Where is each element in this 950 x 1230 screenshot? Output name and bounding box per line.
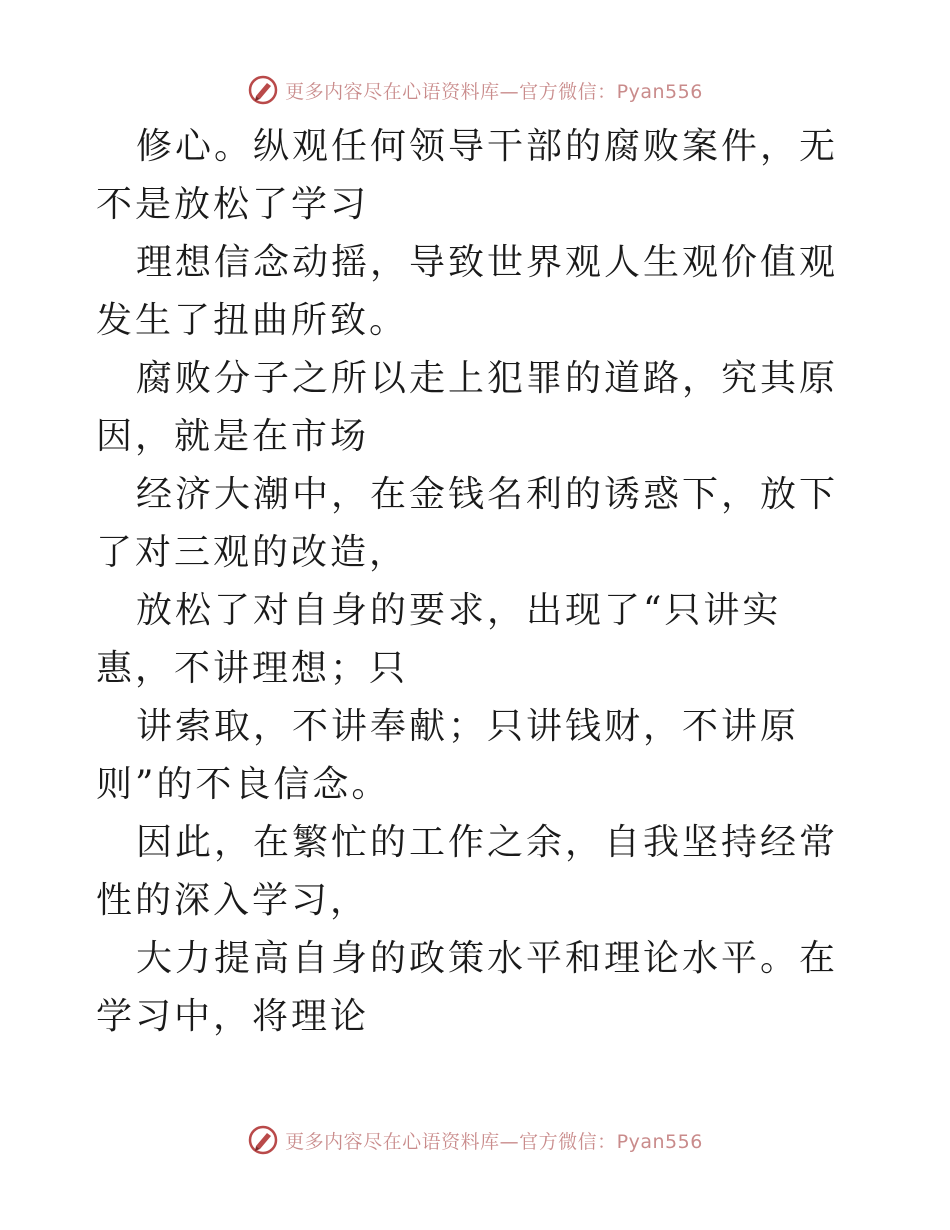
pen-logo-icon: [247, 74, 279, 106]
document-body: [96, 118, 856, 1046]
watermark-text: 更多内容尽在心语资料库—官方微信：Pyan556: [285, 80, 703, 103]
paragraph: 理想信念动摇，导致世界观人生观价值观发生了扭曲所致。: [96, 242, 839, 341]
paragraph: 放松了对自身的要求，出现了“只讲实惠，不讲理想；只: [96, 590, 782, 689]
watermark-text: 更多内容尽在心语资料库—官方微信：Pyan556: [285, 1130, 703, 1153]
paragraph: 因此，在繁忙的工作之余，自我坚持经常性的深入学习，: [96, 822, 839, 921]
paragraph: 腐败分子之所以走上犯罪的道路，究其原因，就是在市场: [96, 358, 839, 457]
paragraph: 修心。纵观任何领导干部的腐败案件，无不是放松了学习: [96, 126, 839, 225]
paragraph: 经济大潮中，在金钱名利的诱惑下，放下了对三观的改造，: [96, 474, 839, 573]
header-watermark: [0, 70, 950, 110]
paragraph: 讲索取，不讲奉献；只讲钱财，不讲原则”的不良信念。: [96, 706, 800, 805]
paragraph: 大力提高自身的政策水平和理论水平。在学习中，将理论: [96, 938, 839, 1037]
footer-watermark: [0, 1120, 950, 1160]
pen-logo-icon: [247, 1124, 279, 1156]
